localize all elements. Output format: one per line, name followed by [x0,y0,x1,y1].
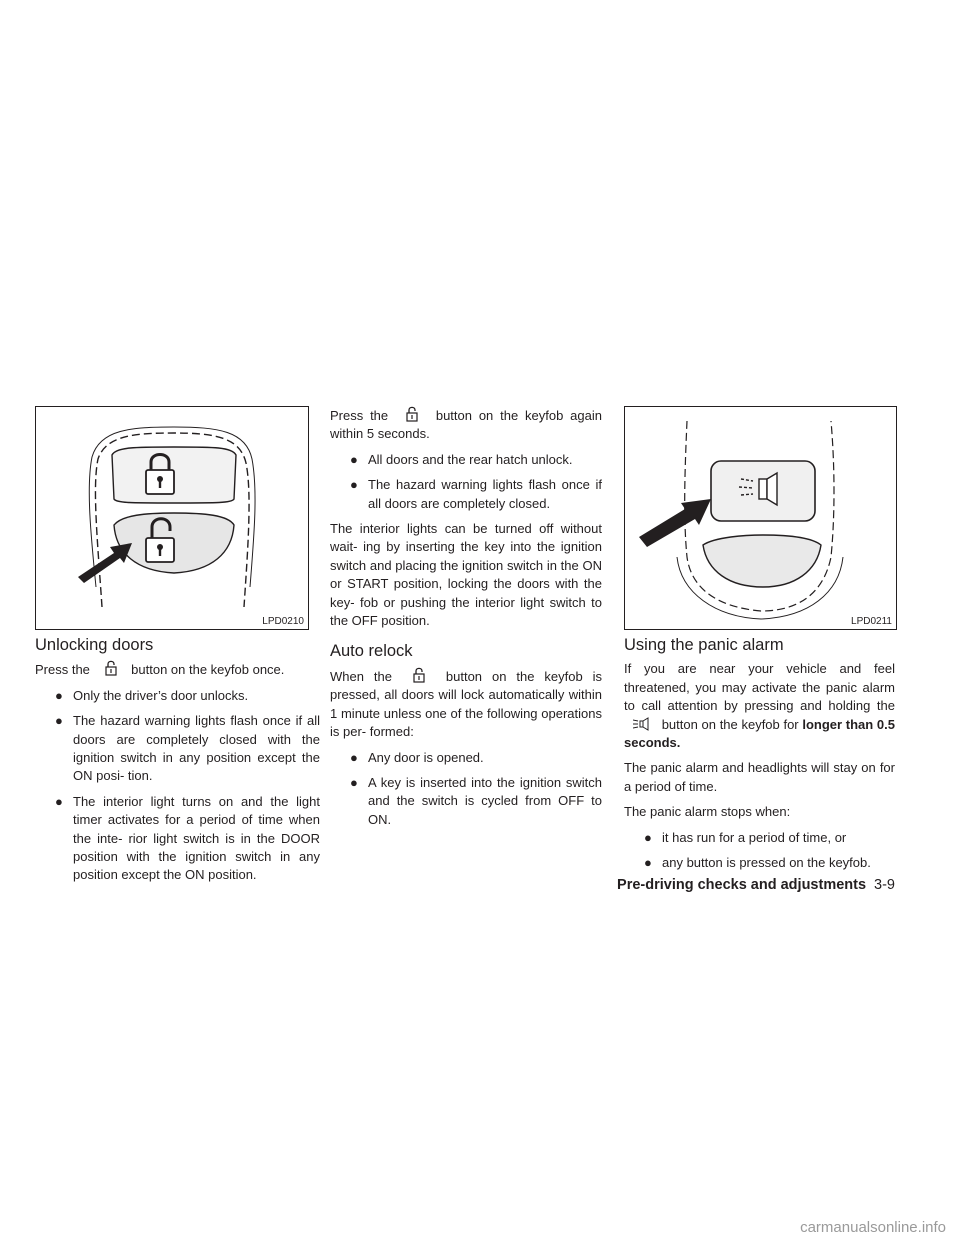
section-title-unlocking: Unlocking doors [35,636,154,654]
arrow-pointer-icon [78,543,132,583]
panic-stops-intro: The panic alarm stops when: [624,804,791,820]
interior-lights-paragraph: The interior lights can be turned off without wait- ing by inserting the key into the ignition switch and placing the ignition switch in the ON or START position, locking the doors with the key- fob or pushing the interior light switch to the OFF position. [330,521,602,629]
second-press-intro: Press the button on the keyfob again within 5 seconds. [330,408,602,442]
section-title-panic: Using the panic alarm [624,636,784,654]
arrow-pointer-icon [639,499,711,547]
keyfob-unlock-illustration [36,407,308,629]
auto-relock-intro: When the button on the keyfob is pressed, all doors will lock automatically within 1 minute unless one of the following operations is per- formed: [330,668,603,740]
panic-intro: If you are near your vehicle and feel threatened, you may activate the panic alarm to call attention by pressing and holding the button on the keyfob for longer than 0.5 seconds. [624,661,895,751]
column-1 [35,636,320,892]
keyfob-panic-illustration [625,407,896,629]
unlock-icon [395,406,429,422]
unlock-icon [402,667,436,683]
column-3 [624,636,895,879]
page-number: 3-9 [874,877,895,893]
list-item: ● Any door is opened. [350,749,484,765]
figure-keyfob-unlock [35,406,309,630]
panic-duration-paragraph: The panic alarm and headlights will stay on for a period of time. [624,760,895,794]
watermark: carmanualsonline.info [800,1219,946,1236]
footer-section-title: Pre-driving checks and adjustments [617,877,867,893]
list-item: ● any button is pressed on the keyfob. [644,855,871,871]
list-item: ● Only the driver’s door unlocks. [55,687,249,703]
list-item: ● The interior light turns on and the light timer activates for a period of time when the inte- rior light switch is in the DOOR position with the ignition switch in any position except the ON position. [55,793,320,883]
list-item: ● The hazard warning lights flash once if all doors are completely closed with the ignition switch in any position except the ON posi- tion. [55,713,320,784]
figure-label: LPD0210 [262,616,304,627]
figure-keyfob-panic [624,406,897,630]
page-footer [617,877,895,893]
list-item: ● The hazard warning lights flash once if all doors are completely closed. [350,477,602,511]
unlock-icon [94,660,128,676]
list-item: ● A key is inserted into the ignition switch and the switch is cycled from OFF to ON. [350,774,602,827]
column-2 [330,406,602,836]
section-title-auto-relock: Auto relock [330,642,413,661]
unlocking-intro: Press the button on the keyfob once. [35,662,285,678]
list-item: ● All doors and the rear hatch unlock. [350,451,573,467]
figure-label: LPD0211 [851,616,892,627]
panic-horn-icon [624,717,658,733]
list-item: ● it has run for a period of time, or [644,829,847,845]
